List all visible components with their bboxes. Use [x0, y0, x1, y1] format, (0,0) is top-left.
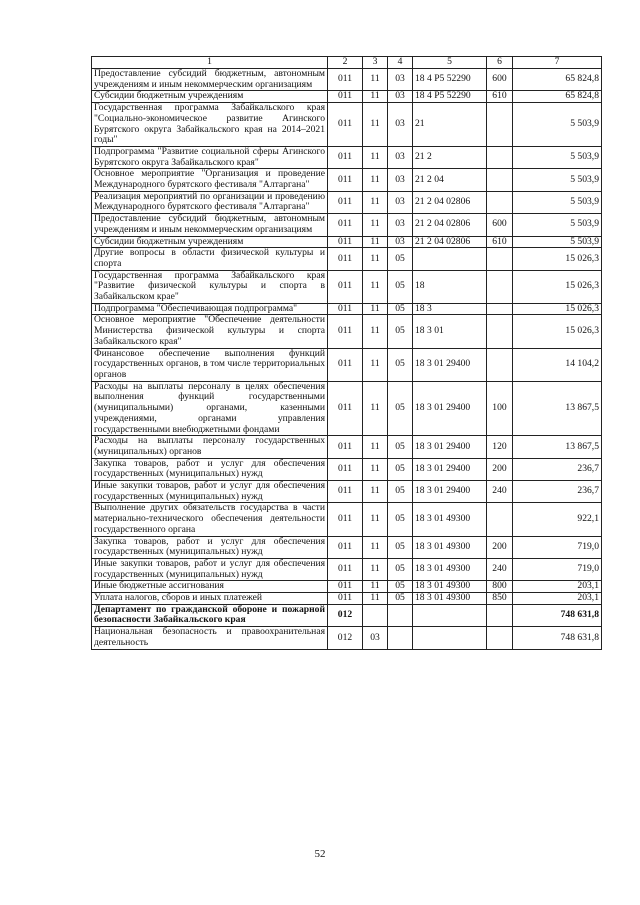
cell-target-article	[413, 604, 487, 626]
cell-expense-type	[487, 627, 513, 649]
cell-ministry-code: 011	[328, 236, 363, 248]
cell-ministry-code: 011	[328, 536, 363, 558]
table-row	[92, 270, 602, 303]
cell-expense-type: 800	[487, 581, 513, 593]
cell-amount: 15 026,3	[513, 270, 602, 303]
cell-subsection: 03	[388, 236, 413, 248]
cell-name: Государственная программа Забайкальского края "Социально-экономическое развитие Агинского Бурятского округа Забайкальского края на 2014–2021 годы"	[92, 103, 328, 147]
cell-name: Субсидии бюджетным учреждениям	[92, 236, 328, 248]
cell-expense-type: 240	[487, 558, 513, 580]
cell-target-article: 18 3 01 29400	[413, 381, 487, 436]
cell-expense-type: 600	[487, 69, 513, 91]
cell-target-article: 18 3 01 49300	[413, 558, 487, 580]
table-row	[92, 581, 602, 593]
cell-target-article: 18 3 01 49300	[413, 581, 487, 593]
cell-target-article: 18 4 P5 52290	[413, 91, 487, 103]
cell-amount: 65 824,8	[513, 69, 602, 91]
cell-amount: 236,7	[513, 458, 602, 480]
cell-subsection: 03	[388, 191, 413, 213]
cell-name: Подпрограмма "Обеспечивающая подпрограмма"	[92, 303, 328, 315]
cell-subsection: 05	[388, 558, 413, 580]
cell-expense-type	[487, 315, 513, 348]
cell-expense-type	[487, 503, 513, 536]
cell-name: Расходы на выплаты персоналу в целях обеспечения выполнения функций государственными (муниципальными) органами, казенными учреждениями, органами управления государственными внебюджетными фондами	[92, 381, 328, 436]
table-row	[92, 315, 602, 348]
cell-name: Департамент по гражданской обороне и пожарной безопасности Забайкальского края	[92, 604, 328, 626]
cell-expense-type: 600	[487, 214, 513, 236]
cell-section: 11	[363, 381, 388, 436]
cell-name: Предоставление субсидий бюджетным, автономным учреждениям и иным некоммерческим организациям	[92, 69, 328, 91]
cell-target-article: 21 2 04	[413, 169, 487, 191]
cell-expense-type	[487, 348, 513, 381]
header-col-5: 5	[413, 57, 487, 69]
cell-ministry-code: 011	[328, 214, 363, 236]
cell-amount: 922,1	[513, 503, 602, 536]
cell-section: 11	[363, 436, 388, 458]
table-row	[92, 536, 602, 558]
cell-target-article: 18 3 01 29400	[413, 481, 487, 503]
cell-subsection: 03	[388, 214, 413, 236]
cell-target-article: 21 2 04 02806	[413, 214, 487, 236]
cell-amount: 5 503,9	[513, 191, 602, 213]
cell-subsection	[388, 627, 413, 649]
budget-table	[91, 56, 602, 650]
table-row	[92, 348, 602, 381]
cell-section: 03	[363, 627, 388, 649]
cell-amount: 14 104,2	[513, 348, 602, 381]
header-col-7: 7	[513, 57, 602, 69]
cell-ministry-code: 012	[328, 627, 363, 649]
table-row	[92, 191, 602, 213]
table-body	[92, 69, 602, 650]
cell-ministry-code: 011	[328, 381, 363, 436]
table-row	[92, 103, 602, 147]
cell-ministry-code: 011	[328, 436, 363, 458]
cell-section: 11	[363, 481, 388, 503]
cell-name: Предоставление субсидий бюджетным, автономным учреждениям и иным некоммерческим организациям	[92, 214, 328, 236]
table-row	[92, 91, 602, 103]
cell-target-article: 21 2	[413, 146, 487, 168]
table-row	[92, 214, 602, 236]
cell-name: Подпрограмма "Развитие социальной сферы Агинского Бурятского округа Забайкальского края"	[92, 146, 328, 168]
cell-subsection: 05	[388, 481, 413, 503]
cell-section: 11	[363, 593, 388, 605]
cell-name: Субсидии бюджетным учреждениям	[92, 91, 328, 103]
cell-amount: 719,0	[513, 558, 602, 580]
cell-amount: 5 503,9	[513, 103, 602, 147]
cell-ministry-code: 011	[328, 146, 363, 168]
cell-subsection: 03	[388, 103, 413, 147]
cell-amount: 748 631,8	[513, 604, 602, 626]
cell-amount: 15 026,3	[513, 315, 602, 348]
cell-target-article: 21 2 04 02806	[413, 236, 487, 248]
cell-amount: 5 503,9	[513, 169, 602, 191]
cell-amount: 748 631,8	[513, 627, 602, 649]
table-row	[92, 627, 602, 649]
cell-subsection: 03	[388, 169, 413, 191]
cell-subsection: 05	[388, 315, 413, 348]
cell-name: Закупка товаров, работ и услуг для обеспечения государственных (муниципальных) нужд	[92, 536, 328, 558]
cell-expense-type: 610	[487, 91, 513, 103]
cell-section: 11	[363, 536, 388, 558]
cell-expense-type	[487, 248, 513, 270]
cell-expense-type: 200	[487, 458, 513, 480]
header-col-4: 4	[388, 57, 413, 69]
table-row	[92, 604, 602, 626]
cell-amount: 15 026,3	[513, 248, 602, 270]
cell-expense-type: 120	[487, 436, 513, 458]
cell-ministry-code: 011	[328, 481, 363, 503]
cell-name: Иные закупки товаров, работ и услуг для обеспечения государственных (муниципальных) нужд	[92, 481, 328, 503]
cell-expense-type: 200	[487, 536, 513, 558]
cell-name: Иные бюджетные ассигнования	[92, 581, 328, 593]
cell-ministry-code: 011	[328, 303, 363, 315]
cell-target-article: 18 3 01 49300	[413, 536, 487, 558]
cell-expense-type	[487, 191, 513, 213]
cell-name: Основное мероприятие "Организация и проведение Международного бурятского фестиваля "Алтаргана"	[92, 169, 328, 191]
cell-target-article	[413, 627, 487, 649]
cell-name: Государственная программа Забайкальского края "Развитие физической культуры и спорта в Забайкальском крае"	[92, 270, 328, 303]
cell-target-article: 18 3 01 29400	[413, 458, 487, 480]
cell-subsection: 03	[388, 69, 413, 91]
cell-name: Другие вопросы в области физической культуры и спорта	[92, 248, 328, 270]
cell-subsection: 05	[388, 436, 413, 458]
cell-ministry-code: 011	[328, 593, 363, 605]
cell-subsection: 05	[388, 458, 413, 480]
cell-section: 11	[363, 270, 388, 303]
table-row	[92, 69, 602, 91]
table-row	[92, 248, 602, 270]
cell-expense-type: 610	[487, 236, 513, 248]
cell-expense-type: 100	[487, 381, 513, 436]
cell-subsection: 05	[388, 581, 413, 593]
cell-target-article: 18 4 P5 52290	[413, 69, 487, 91]
header-col-6: 6	[487, 57, 513, 69]
table-row	[92, 481, 602, 503]
cell-amount: 15 026,3	[513, 303, 602, 315]
cell-ministry-code: 011	[328, 248, 363, 270]
cell-amount: 203,1	[513, 581, 602, 593]
cell-section: 11	[363, 69, 388, 91]
cell-subsection: 05	[388, 248, 413, 270]
header-col-3: 3	[363, 57, 388, 69]
cell-expense-type	[487, 270, 513, 303]
cell-subsection: 05	[388, 593, 413, 605]
cell-subsection: 05	[388, 503, 413, 536]
cell-target-article: 18 3 01 49300	[413, 593, 487, 605]
cell-section: 11	[363, 169, 388, 191]
cell-amount: 5 503,9	[513, 214, 602, 236]
cell-section: 11	[363, 315, 388, 348]
table-row	[92, 593, 602, 605]
cell-section: 11	[363, 348, 388, 381]
cell-ministry-code: 011	[328, 503, 363, 536]
cell-ministry-code: 011	[328, 91, 363, 103]
cell-amount: 13 867,5	[513, 436, 602, 458]
cell-ministry-code: 011	[328, 581, 363, 593]
page-number: 52	[314, 848, 326, 860]
cell-ministry-code: 011	[328, 558, 363, 580]
table-row	[92, 236, 602, 248]
table-row	[92, 503, 602, 536]
cell-section: 11	[363, 191, 388, 213]
cell-amount: 5 503,9	[513, 146, 602, 168]
cell-subsection: 05	[388, 348, 413, 381]
cell-subsection: 05	[388, 381, 413, 436]
cell-section: 11	[363, 248, 388, 270]
cell-section: 11	[363, 214, 388, 236]
cell-target-article: 18	[413, 270, 487, 303]
table-row	[92, 436, 602, 458]
cell-target-article: 18 3 01	[413, 315, 487, 348]
table-row	[92, 146, 602, 168]
cell-name: Уплата налогов, сборов и иных платежей	[92, 593, 328, 605]
cell-name: Иные закупки товаров, работ и услуг для обеспечения государственных (муниципальных) нужд	[92, 558, 328, 580]
cell-section: 11	[363, 581, 388, 593]
budget-table-sheet	[91, 56, 601, 650]
cell-section	[363, 604, 388, 626]
cell-ministry-code: 011	[328, 69, 363, 91]
cell-ministry-code: 011	[328, 348, 363, 381]
cell-name: Реализация мероприятий по организации и проведению Международного бурятского фестиваля "Алтаргана"	[92, 191, 328, 213]
cell-name: Финансовое обеспечение выполнения функций государственных органов, в том числе территориальных органов	[92, 348, 328, 381]
cell-section: 11	[363, 303, 388, 315]
cell-target-article: 18 3 01 29400	[413, 436, 487, 458]
table-row	[92, 303, 602, 315]
cell-expense-type: 240	[487, 481, 513, 503]
cell-ministry-code: 011	[328, 270, 363, 303]
cell-target-article: 18 3 01 29400	[413, 348, 487, 381]
cell-ministry-code: 011	[328, 191, 363, 213]
cell-subsection: 05	[388, 303, 413, 315]
cell-expense-type	[487, 169, 513, 191]
cell-name: Закупка товаров, работ и услуг для обеспечения государственных (муниципальных) нужд	[92, 458, 328, 480]
cell-amount: 236,7	[513, 481, 602, 503]
cell-subsection: 05	[388, 270, 413, 303]
cell-section: 11	[363, 458, 388, 480]
cell-amount: 203,1	[513, 593, 602, 605]
cell-section: 11	[363, 91, 388, 103]
header-col-2: 2	[328, 57, 363, 69]
header-row	[92, 57, 602, 69]
cell-subsection: 03	[388, 91, 413, 103]
cell-target-article: 18 3 01 49300	[413, 503, 487, 536]
table-row	[92, 558, 602, 580]
cell-name: Основное мероприятие "Обеспечение деятельности Министерства физической культуры и спорта Забайкальского края"	[92, 315, 328, 348]
cell-amount: 719,0	[513, 536, 602, 558]
cell-section: 11	[363, 558, 388, 580]
cell-expense-type	[487, 303, 513, 315]
table-row	[92, 169, 602, 191]
cell-ministry-code: 011	[328, 458, 363, 480]
cell-amount: 65 824,8	[513, 91, 602, 103]
cell-subsection: 03	[388, 146, 413, 168]
cell-expense-type	[487, 146, 513, 168]
cell-target-article	[413, 248, 487, 270]
cell-expense-type: 850	[487, 593, 513, 605]
cell-amount: 13 867,5	[513, 381, 602, 436]
cell-subsection	[388, 604, 413, 626]
cell-name: Расходы на выплаты персоналу государственных (муниципальных) органов	[92, 436, 328, 458]
cell-ministry-code: 011	[328, 315, 363, 348]
cell-ministry-code: 011	[328, 103, 363, 147]
cell-amount: 5 503,9	[513, 236, 602, 248]
cell-section: 11	[363, 503, 388, 536]
cell-section: 11	[363, 146, 388, 168]
cell-ministry-code: 011	[328, 169, 363, 191]
cell-section: 11	[363, 103, 388, 147]
cell-ministry-code: 012	[328, 604, 363, 626]
table-row	[92, 458, 602, 480]
cell-section: 11	[363, 236, 388, 248]
cell-target-article: 18 3	[413, 303, 487, 315]
cell-expense-type	[487, 604, 513, 626]
cell-subsection: 05	[388, 536, 413, 558]
cell-target-article: 21	[413, 103, 487, 147]
cell-expense-type	[487, 103, 513, 147]
cell-target-article: 21 2 04 02806	[413, 191, 487, 213]
table-row	[92, 381, 602, 436]
cell-name: Национальная безопасность и правоохранительная деятельность	[92, 627, 328, 649]
header-col-1: 1	[92, 57, 328, 69]
cell-name: Выполнение других обязательств государства в части материально-технического обеспечения деятельности государственного органа	[92, 503, 328, 536]
